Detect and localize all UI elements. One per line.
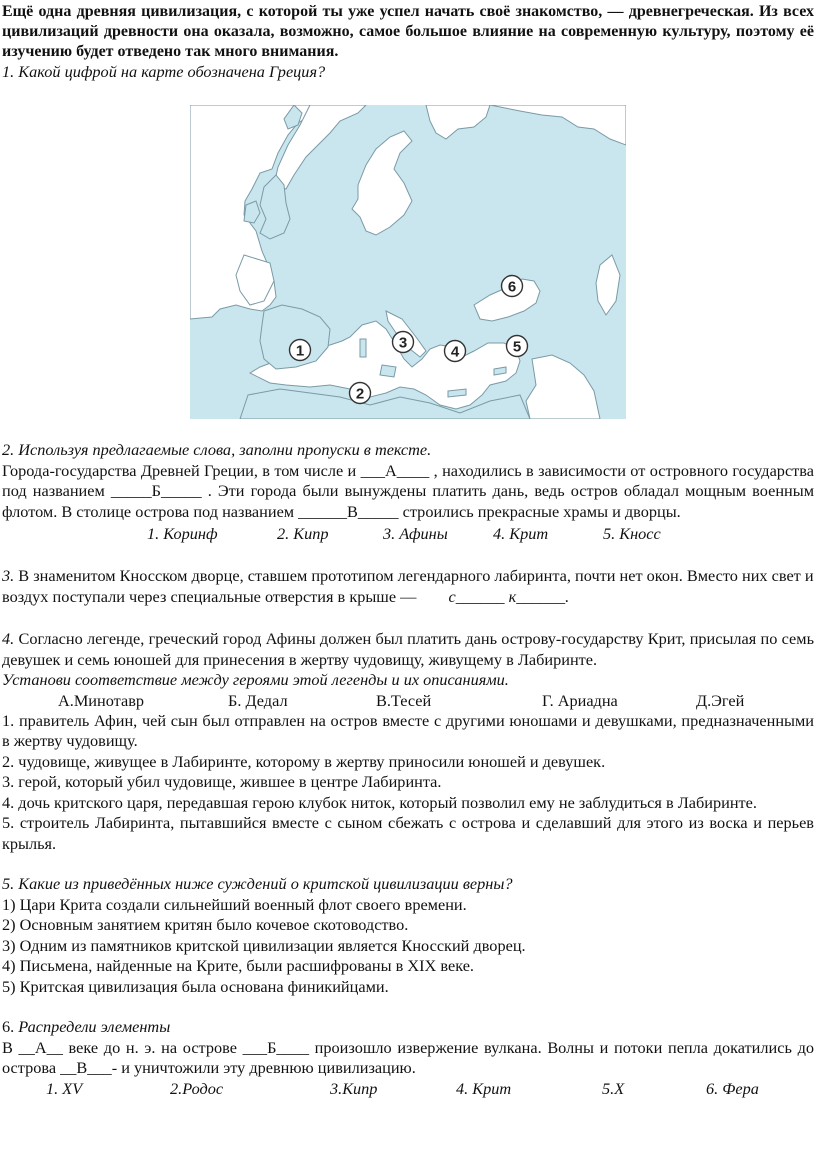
question-3-blanks: с______ к______.: [448, 586, 570, 606]
worksheet: [2, 0, 814, 1098]
question-4-number: 4.: [2, 629, 15, 648]
option: 3. Афины: [383, 524, 448, 543]
hero: Г. Ариадна: [542, 690, 618, 710]
crete: [448, 389, 466, 397]
option: 1. XV: [46, 1078, 83, 1098]
description-2: 2. чудовище, живущее в Лабиринте, которому в жертву приносили юношей и девушек.: [2, 751, 606, 771]
marker-4: [445, 341, 466, 362]
map-svg: [190, 105, 626, 419]
question-4-task: Установи соответствие между героями этой легенды и их описаниями.: [2, 670, 509, 689]
hero: Б. Дедал: [228, 690, 288, 710]
question-4: [2, 629, 814, 670]
option: 2.Родос: [170, 1078, 224, 1098]
marker-4-label: 4: [450, 343, 460, 361]
marker-3-label: 3: [398, 334, 408, 352]
europe-map: [190, 105, 626, 419]
option: 6. Фера: [706, 1078, 759, 1098]
question-3: [2, 566, 814, 607]
cyprus: [494, 367, 506, 375]
question-1: 1. Какой цифрой на карте обозначена Греция?: [2, 62, 326, 81]
sicily: [380, 365, 396, 377]
sardinia: [360, 339, 366, 357]
marker-3: [393, 332, 414, 353]
description-4: 4. дочь критского царя, передавшая герою клубок ниток, который позволил ему не заблудиться в Лабиринте.: [2, 792, 757, 812]
statement-3: 3) Одним из памятников критской цивилизации является Кносский дворец.: [2, 935, 526, 955]
option: 4. Крит: [456, 1078, 512, 1098]
marker-5: [507, 336, 528, 357]
question-2-title: 2. Используя предлагаемые слова, заполни пропуски в тексте.: [2, 440, 432, 459]
question-6-title: Распредели элементы: [18, 1017, 171, 1036]
question-6-number: 6.: [2, 1017, 19, 1036]
question-3-text: В знаменитом Кносском дворце, ставшем прототипом легендарного лабиринта, почти нет окон. Вместо них свет и воздух поступали через специальные отверстия в крыше —: [2, 566, 814, 606]
intro-text: Ещё одна древняя цивилизация, с которой ты уже успел начать своё знакомство, — древнегреческая. Из всех цивилизаций древности она оказала, возможно, самое большое влияние на современную культуру, поэтому её изучению будет отведено так много внимания.: [2, 3, 814, 60]
option: 2. Кипр: [277, 524, 329, 543]
marker-6-label: 6: [507, 278, 517, 296]
option: 3.Кипр: [330, 1078, 378, 1098]
question-5-title: 5. Какие из приведённых ниже суждений о критской цивилизации верны?: [2, 874, 513, 893]
question-3-number: 3.: [2, 566, 15, 585]
questions-block: [2, 440, 814, 1099]
marker-6: [502, 276, 523, 297]
question-6-text: В __А__ веке до н. э. на острове ___Б____ произошло извержение вулкана. Волны и потоки пепла докатились до острова __В___- и уничтожили эту древнюю цивилизацию.: [2, 1037, 814, 1077]
marker-2: [350, 383, 371, 404]
marker-1: [290, 340, 311, 361]
statement-5: 5) Критская цивилизация была основана финикийцами.: [2, 976, 389, 996]
marker-2-label: 2: [355, 385, 365, 403]
question-4-text: Согласно легенде, греческий город Афины должен был платить дань острову-государству Крит, присылая по семь девушек и семь юношей для принесения в жертву чудовищу, живущему в Лабиринте.: [2, 629, 814, 669]
question-2-text: Города-государства Древней Греции, в том числе и ___А____ , находились в зависимости от островного государства под названием _____Б_____ . Эти города были вынуждены платить дань, ведь остров обладал мощным военным флотом. В столице острова под названием ______В_____ строились прекрасные храмы и дворцы.: [2, 460, 814, 521]
description-3: 3. герой, который убил чудовище, жившее в центре Лабиринта.: [2, 772, 442, 791]
question-4-heroes: [58, 691, 814, 711]
statement-4: 4) Письмена, найденные на Крите, были расшифрованы в XIX веке.: [2, 956, 475, 975]
hero: В.Тесей: [376, 690, 432, 710]
description-5: 5. строитель Лабиринта, пытавшийся вместе с сыном сбежать с острова и сделавший для этого из воска и перьев крылья.: [2, 813, 814, 853]
statement-2: 2) Основным занятием критян было кочевое скотоводство.: [2, 915, 409, 934]
question-6-heading: [2, 1017, 814, 1038]
option: 5. Кносс: [603, 524, 661, 543]
option: 4. Крит: [493, 524, 549, 543]
hero: А.Минотавр: [58, 690, 145, 710]
marker-5-label: 5: [512, 338, 522, 356]
marker-1-label: 1: [295, 342, 305, 360]
option: 5.X: [602, 1078, 625, 1098]
option: 1. Коринф: [147, 524, 218, 543]
hero: Д.Эгей: [696, 690, 745, 710]
question-2-options: [147, 524, 814, 544]
description-1: 1. правитель Афин, чей сын был отправлен на остров вместе с другими юношами и девушками, предназначенными в жертву чудовищу.: [2, 710, 814, 750]
statement-1: 1) Цари Крита создали сильнейший военный флот своего времени.: [2, 894, 467, 914]
question-6-options: [46, 1079, 814, 1099]
